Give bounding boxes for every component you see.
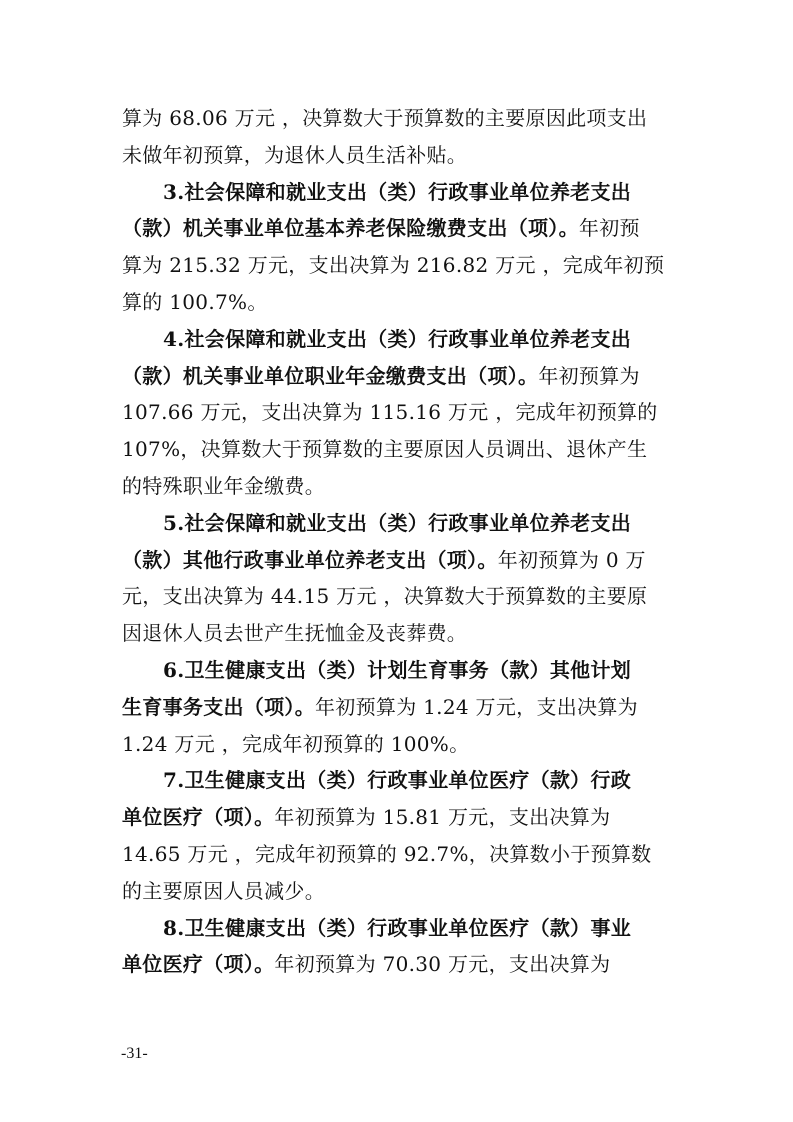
line-text: 107%，决算数大于预算数的主要原因人员调出、退休产生 [122,437,648,462]
item-heading: 6.卫生健康支出（类）计划生育事务（款）其他计划 [163,657,632,682]
item-heading: （款）机关事业单位基本养老保险缴费支出（项）。 [122,216,579,241]
item-heading: 生育事务支出（项）。 [122,694,315,719]
line-text: 的主要原因人员减少。 [122,878,325,903]
item-heading: 5.社会保障和就业支出（类）行政事业单位养老支出 [163,510,632,535]
line-text: 年初预算为 [538,363,640,388]
body-text [122,100,682,983]
line-text: 年初预算为 0 万 [497,547,646,572]
line-text: 因退休人员去世产生抚恤金及丧葬费。 [122,621,468,646]
text-line [122,431,682,468]
line-text: 14.65 万元 ，完成年初预算的 92.7%，决算数小于预算数 [122,841,652,866]
line-text: 年初预 [578,216,640,241]
item-heading: 单位医疗（项）。 [122,805,275,830]
text-line [122,137,682,174]
text-line [122,100,682,137]
text-line [122,910,682,947]
text-line [122,174,682,211]
line-text: 算为 215.32 万元，支出决算为 216.82 万元 ，完成年初预 [122,253,665,278]
text-line [122,946,682,983]
text-line [122,652,682,689]
line-text: 年初预算为 1.24 万元，支出决算为 [315,694,638,719]
text-line [122,394,682,431]
item-heading: 7.卫生健康支出（类）行政事业单位医疗（款）行政 [163,768,632,793]
line-text: 未做年初预算，为退休人员生活补贴。 [122,142,468,167]
line-text: 算的 100.7%。 [122,289,268,314]
text-line [122,321,682,358]
page-number: -31- [121,1045,148,1062]
line-text: 元，支出决算为 44.15 万元 ，决算数大于预算数的主要原 [122,584,648,609]
item-heading: （款）机关事业单位职业年金缴费支出（项）。 [122,363,539,388]
text-line [122,505,682,542]
text-line [122,247,682,284]
text-line [122,799,682,836]
text-line [122,468,682,505]
text-line [122,358,682,395]
text-line [122,836,682,873]
text-line [122,689,682,726]
text-line [122,542,682,579]
text-line [122,615,682,652]
text-line [122,284,682,321]
line-text: 1.24 万元 ，完成年初预算的 100%。 [122,731,470,756]
text-line [122,873,682,910]
item-heading: 8.卫生健康支出（类）行政事业单位医疗（款）事业 [163,915,632,940]
text-line [122,578,682,615]
item-heading: 3.社会保障和就业支出（类）行政事业单位养老支出 [163,179,632,204]
line-text: 的特殊职业年金缴费。 [122,473,325,498]
line-text: 年初预算为 70.30 万元，支出决算为 [274,952,611,977]
line-text: 107.66 万元，支出决算为 115.16 万元 ，完成年初预算的 [122,400,658,425]
item-heading: 4.社会保障和就业支出（类）行政事业单位养老支出 [163,326,632,351]
line-text: 年初预算为 15.81 万元，支出决算为 [274,805,611,830]
item-heading: （款）其他行政事业单位养老支出（项）。 [122,547,498,572]
text-line [122,726,682,763]
item-heading: 单位医疗（项）。 [122,952,275,977]
line-text: 算为 68.06 万元 ，决算数大于预算数的主要原因此项支出 [122,106,648,130]
text-line [122,762,682,799]
text-line [122,210,682,247]
